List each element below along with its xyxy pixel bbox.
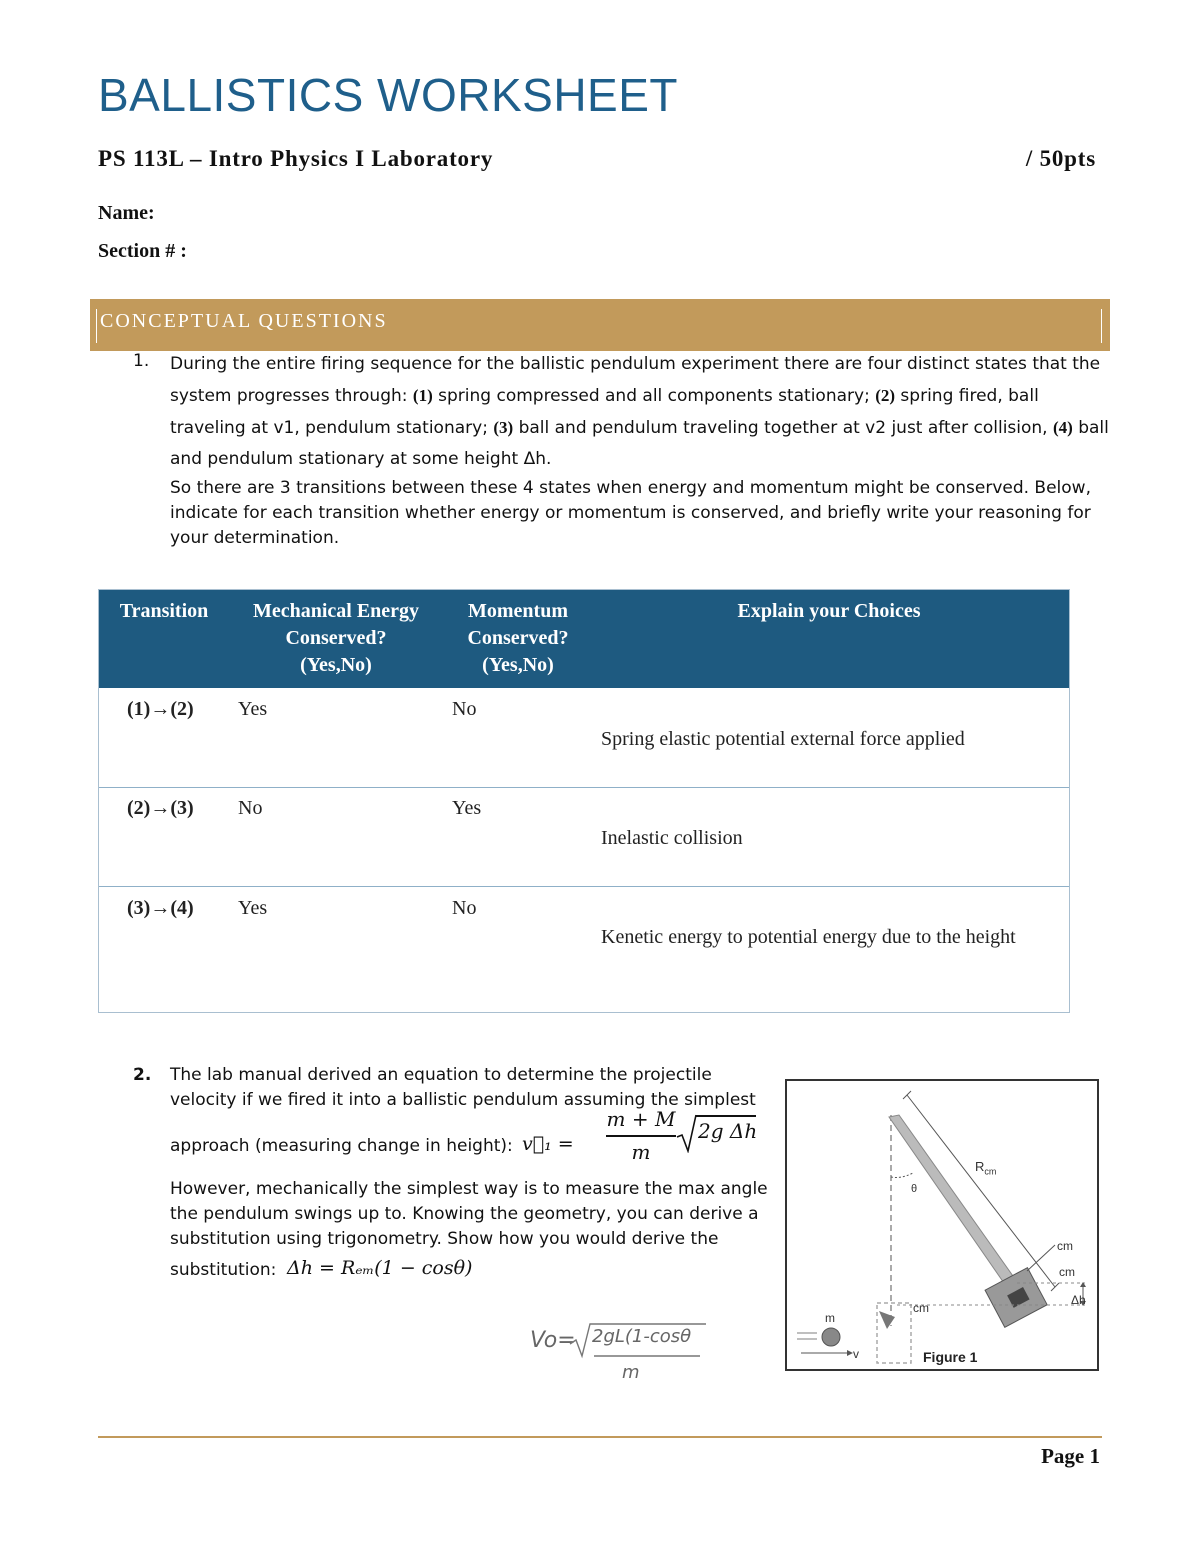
row-1-energy: Yes	[238, 698, 268, 720]
velocity-equation-numerator: m + M	[606, 1107, 676, 1131]
label-velocity: v	[853, 1347, 859, 1361]
total-points: / 50pts	[1025, 146, 1096, 171]
question-1-text: During the entire firing sequence for the ballistic pendulum experiment there are four distinct states that the system progresses through: (1) spring compressed and all components stationary; (2) spring fired, ball traveling at v1, pendulum stationary; (3) ball and pendulum traveling together at v2 just after collision, (4) ball and pendulum stationary at some height Δh. So there are 3 transitions between these 4 states when energy and momentum might be conserved. Below, indicate for each transition whether energy or momentum is conserved, and briefly write your reasoning for your determination.	[170, 349, 1110, 551]
section-label: Section # :	[98, 240, 187, 262]
row-2-transition: (2)→(3)	[127, 797, 194, 819]
state-3-label: (3)	[493, 418, 514, 437]
conservation-table	[98, 589, 1070, 1013]
header-transition: Transition	[119, 600, 209, 622]
label-mass: m	[825, 1311, 835, 1325]
label-cm-top: cm	[1057, 1239, 1073, 1253]
velocity-equation-root: 2g Δh	[698, 1119, 758, 1143]
section-header-bar	[90, 299, 1110, 351]
label-rcm: $R_{cm}$	[975, 1159, 997, 1177]
row-2-energy: No	[238, 797, 263, 819]
row-2-explanation: Inelastic collision	[601, 827, 743, 849]
state-2-label: (2)	[875, 386, 896, 405]
label-delta-h: Δh	[1071, 1293, 1086, 1307]
row-1-explanation: Spring elastic potential external force applied	[601, 728, 965, 750]
question-2-text: The lab manual derived an equation to determine the projectile velocity if we fired it into a ballistic pendulum assuming the simplest approach (measuring change in height): v⃗₁ = m + M m 2g Δh However, mechanically the simplest way is to measure the max angle the pendulum swings up to. Knowing the geometry, you can derive a substitution using trigonometry. Show how you would derive the substitution: Δh = Rₑₘ(1 − cosθ)	[170, 1065, 768, 1280]
label-cm-low: cm	[913, 1301, 929, 1315]
footer-divider	[98, 1436, 1102, 1438]
velocity-equation-denominator: m	[631, 1140, 651, 1164]
header-explain: Explain your Choices	[737, 600, 921, 622]
section-header-title: CONCEPTUAL QUESTIONS	[100, 310, 388, 332]
header-energy: Mechanical Energy Conserved? (Yes,No)	[252, 600, 420, 676]
figure-caption: Figure 1	[923, 1349, 978, 1365]
question-1-number: 1.	[133, 351, 150, 371]
table-header	[99, 590, 1069, 688]
row-3-transition: (3)→(4)	[127, 897, 194, 919]
row-1-momentum: No	[452, 698, 477, 720]
row-1-transition: (1)→(2)	[127, 698, 194, 720]
handwritten-answer: Vo= 2gL(1-cosθ m	[530, 1318, 710, 1388]
velocity-equation-lhs: v⃗₁ =	[522, 1133, 574, 1155]
question-2-number: 2.	[133, 1065, 152, 1085]
state-4-label: (4)	[1052, 418, 1073, 437]
label-theta: θ	[911, 1183, 918, 1195]
row-2-momentum: Yes	[452, 797, 482, 819]
document-title: BALLISTICS WORKSHEET	[98, 69, 679, 121]
page-number: Page 1	[1041, 1444, 1100, 1468]
question-1-instructions: So there are 3 transitions between these 4 states when energy and momentum might be conserved. Below, indicate for each transition whether energy or momentum is conserved, and briefly write your reasoning for your determination.	[170, 478, 1091, 548]
row-3-explanation: Kenetic energy to potential energy due to the height	[601, 926, 1016, 948]
course-title: PS 113L – Intro Physics I Laboratory	[98, 146, 494, 171]
pendulum-figure	[785, 1079, 1099, 1371]
row-3-energy: Yes	[238, 897, 268, 919]
row-3-momentum: No	[452, 897, 477, 919]
state-1-label: (1)	[412, 386, 433, 405]
name-label: Name:	[98, 202, 155, 224]
header-momentum: Momentum Conserved? (Yes,No)	[467, 600, 569, 676]
pendulum-diagram	[787, 1081, 1097, 1369]
substitution-equation: Δh = Rₑₘ(1 − cosθ)	[287, 1257, 473, 1279]
label-cm-mid: cm	[1059, 1265, 1075, 1279]
